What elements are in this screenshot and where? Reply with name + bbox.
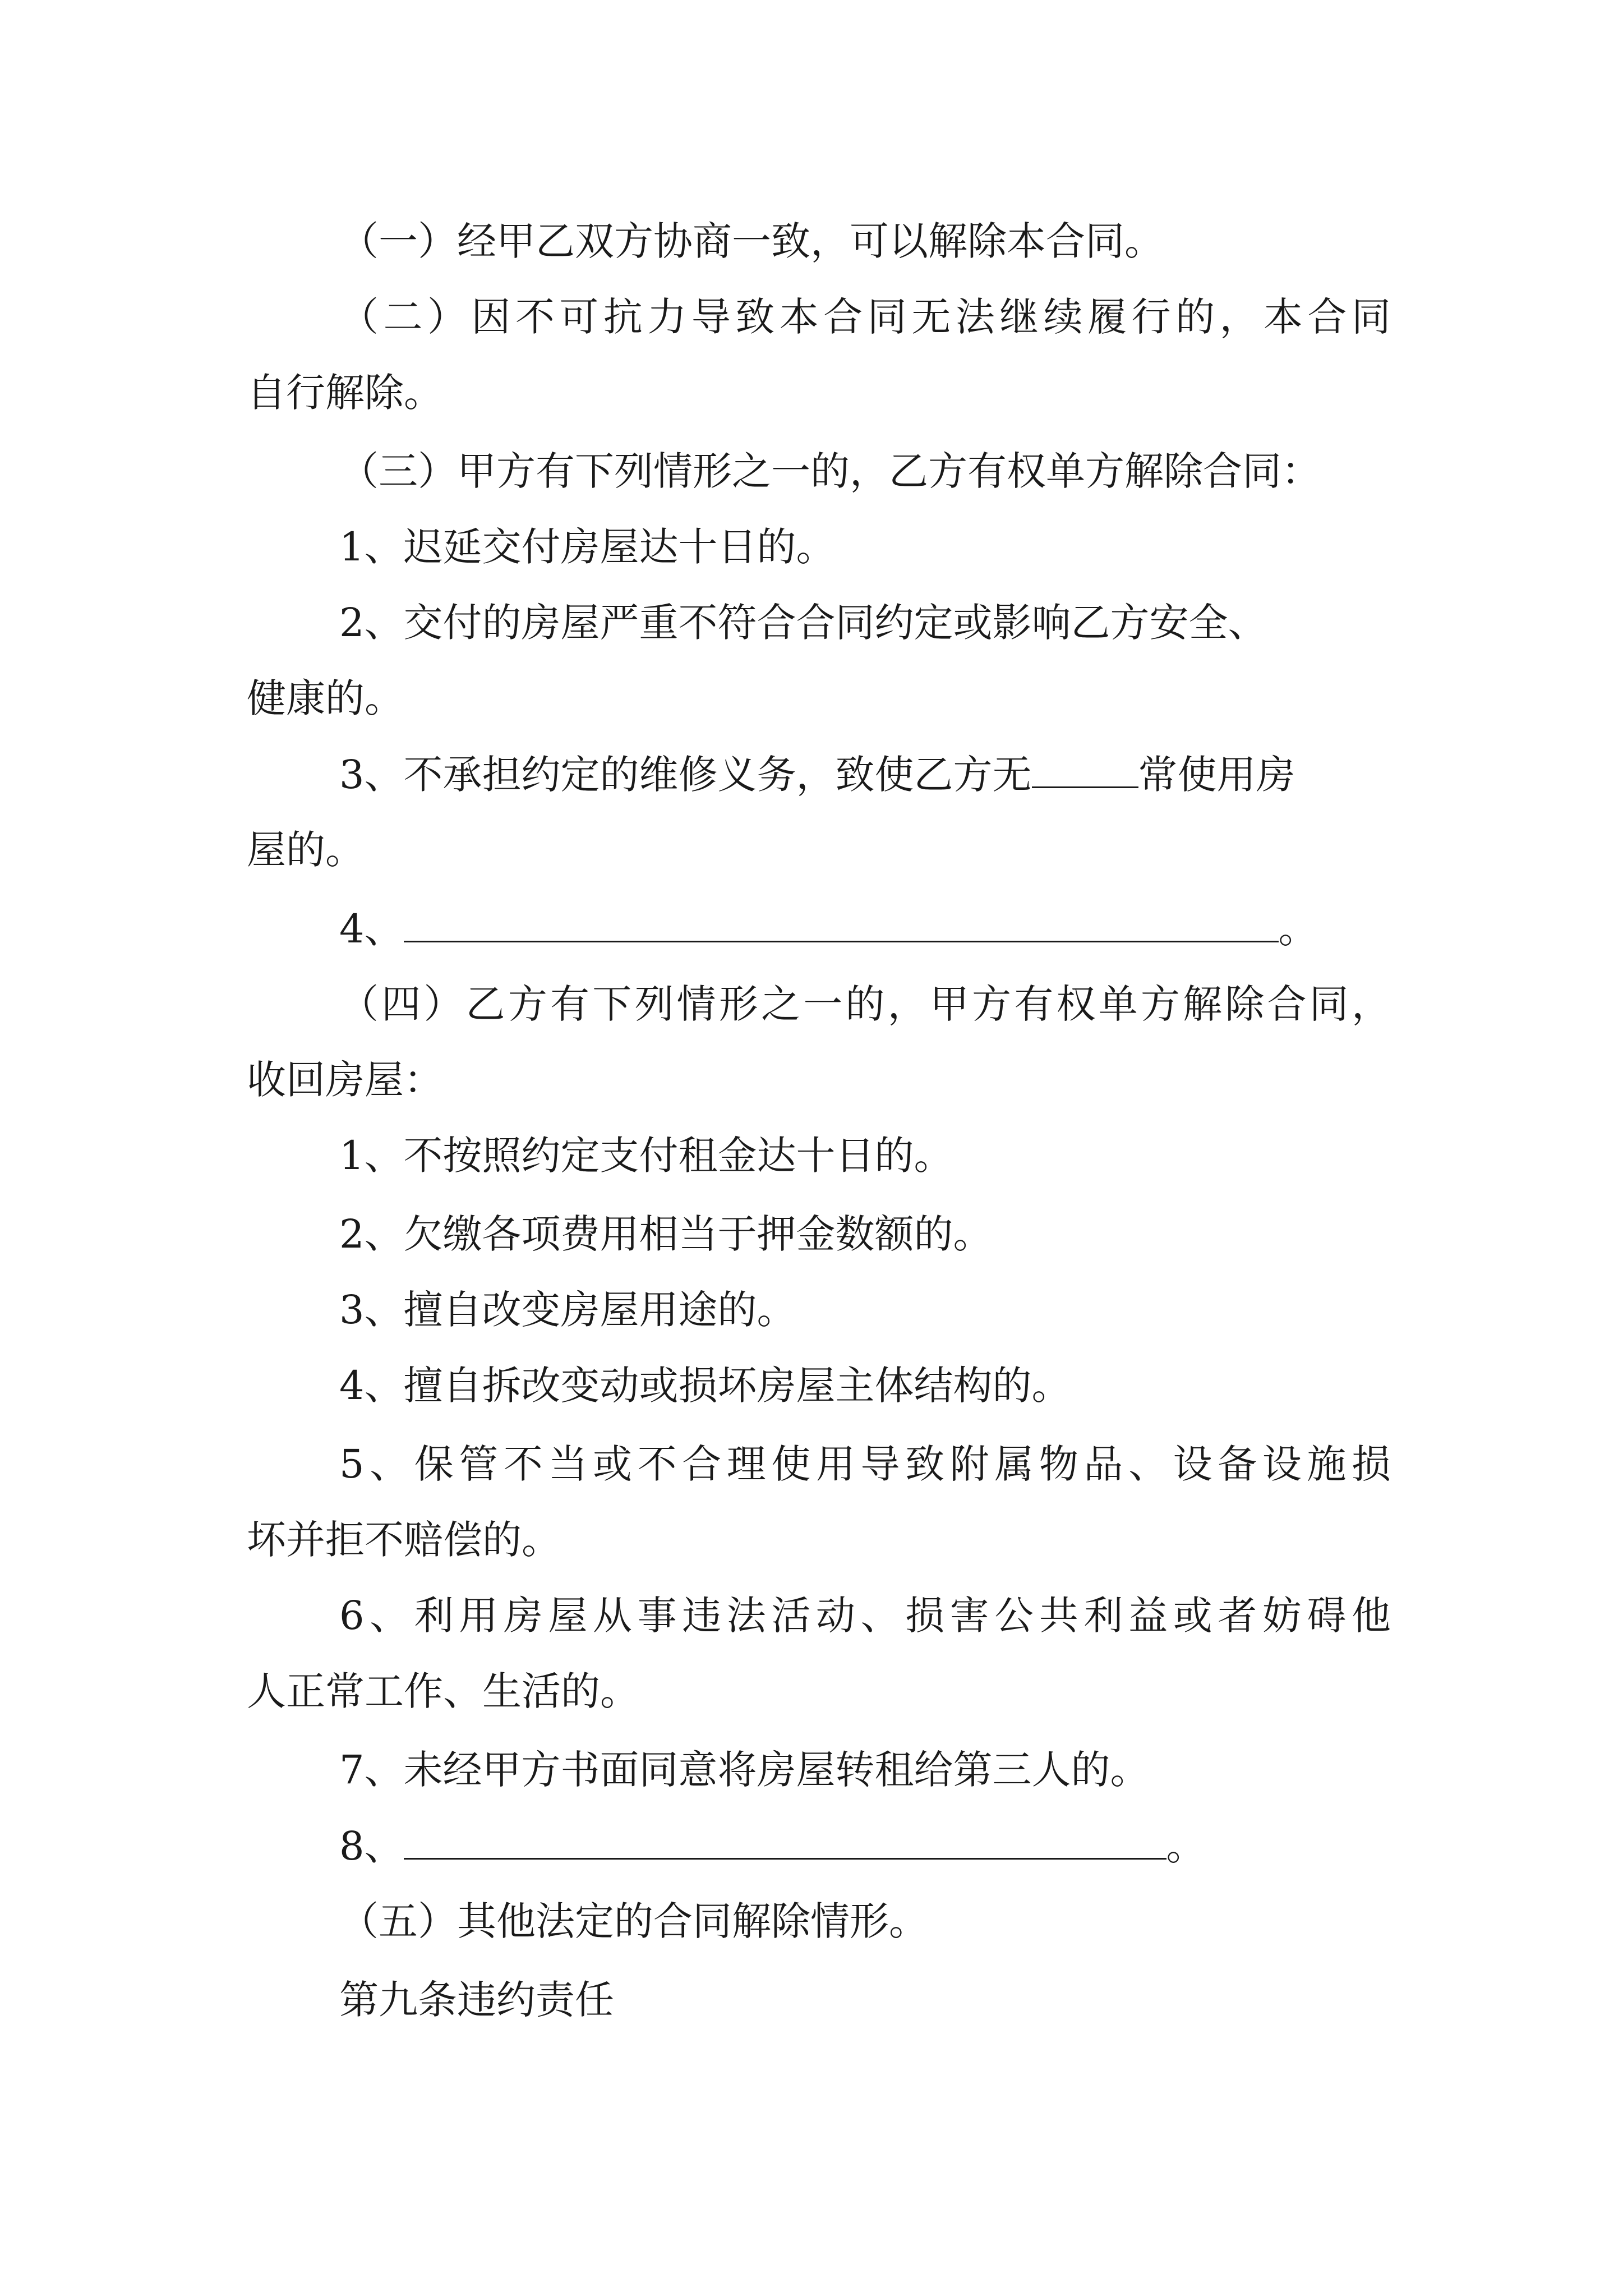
- clause-2-line-2: [247, 365, 443, 421]
- clause-5: [339, 1893, 928, 1949]
- clause-4-item-3: [339, 1282, 796, 1338]
- clause-3-item-4-post: 。: [1278, 906, 1318, 952]
- fill-in-blank: [1032, 746, 1138, 788]
- clause-4-text-1: （四）乙方有下列情形之一的，甲方有权单方解除合同，: [339, 981, 1391, 1027]
- clause-4-heading-line-1: [339, 976, 1391, 1032]
- clause-3-heading: [339, 443, 1321, 499]
- clause-4-item-3-text: 3、擅自改变房屋用途的。: [339, 1287, 796, 1333]
- clause-2-text-2: 自行解除。: [247, 370, 443, 416]
- clause-3-item-3-text-2: 屋的。: [247, 827, 365, 873]
- clause-3-item-2-line-2: [247, 670, 404, 726]
- clause-4-item-5-line-1: [339, 1436, 1391, 1492]
- clause-4-item-5-line-2: [247, 1512, 561, 1568]
- clause-3-item-3-text-pre: 3、不承担约定的维修义务，致使乙方无: [339, 752, 1032, 798]
- clause-4-text-2: 收回房屋：: [247, 1057, 443, 1103]
- clause-4-item-4-text: 4、擅自拆改变动或损坏房屋主体结构的。: [339, 1363, 1071, 1409]
- clause-3-item-4: [339, 900, 1318, 956]
- clause-4-item-8-post: 。: [1166, 1823, 1206, 1869]
- clause-4-item-1-text: 1、不按照约定支付租金达十日的。: [339, 1133, 953, 1179]
- clause-3-item-3-line-2: [247, 822, 365, 878]
- clause-3-item-1-text: 1、迟延交付房屋达十日的。: [339, 524, 836, 570]
- clause-4-item-1: [339, 1128, 953, 1184]
- clause-4-item-6-line-2: [247, 1663, 639, 1719]
- clause-4-item-4: [339, 1358, 1071, 1414]
- clause-4-item-2-text: 2、欠缴各项费用相当于押金数额的。: [339, 1211, 993, 1257]
- clause-4-item-5-text-2: 坏并拒不赔偿的。: [247, 1517, 561, 1563]
- clause-4-item-2: [339, 1206, 993, 1262]
- clause-3-item-3-line-1: [339, 746, 1295, 802]
- clause-1: [339, 213, 1164, 269]
- clause-2-text-1: （二）因不可抗力导致本合同无法继续履行的，本合同: [339, 294, 1391, 340]
- clause-4-item-6-line-1: [339, 1588, 1391, 1644]
- clause-3-item-1: [339, 519, 836, 575]
- clause-4-item-5-text-1: 5、保管不当或不合理使用导致附属物品、设备设施损: [339, 1441, 1391, 1487]
- clause-4-item-6-text-1: 6、利用房屋从事违法活动、损害公共利益或者妨碍他: [339, 1593, 1391, 1639]
- clause-1-text: （一）经甲乙双方协商一致，可以解除本合同。: [339, 218, 1164, 264]
- clause-5-text: （五）其他法定的合同解除情形。: [339, 1898, 928, 1944]
- clause-4-item-7-text: 7、未经甲方书面同意将房屋转租给第三人的。: [339, 1747, 1150, 1793]
- clause-3-item-2-text-2: 健康的。: [247, 675, 404, 721]
- clause-3-item-2-text-1: 2、交付的房屋严重不符合合同约定或影响乙方安全、: [339, 600, 1267, 646]
- clause-3-item-4-pre: 4、: [339, 906, 404, 952]
- clause-4-item-6-text-2: 人正常工作、生活的。: [247, 1668, 639, 1714]
- clause-4-item-8: [339, 1818, 1206, 1874]
- clause-4-item-8-pre: 8、: [339, 1823, 404, 1869]
- fill-in-blank: [404, 1818, 1166, 1860]
- fill-in-blank: [404, 900, 1279, 942]
- article-9-text: 第九条违约责任: [339, 1977, 614, 2023]
- clause-4-item-7: [339, 1742, 1150, 1798]
- clause-3-text: （三）甲方有下列情形之一的，乙方有权单方解除合同：: [339, 448, 1321, 494]
- clause-4-heading-line-2: [247, 1052, 443, 1108]
- clause-3-item-2-line-1: [339, 595, 1267, 651]
- clause-3-item-3-text-post: 常使用房: [1138, 752, 1295, 798]
- clause-2-line-1: [339, 289, 1391, 345]
- article-9-heading: [339, 1972, 614, 2028]
